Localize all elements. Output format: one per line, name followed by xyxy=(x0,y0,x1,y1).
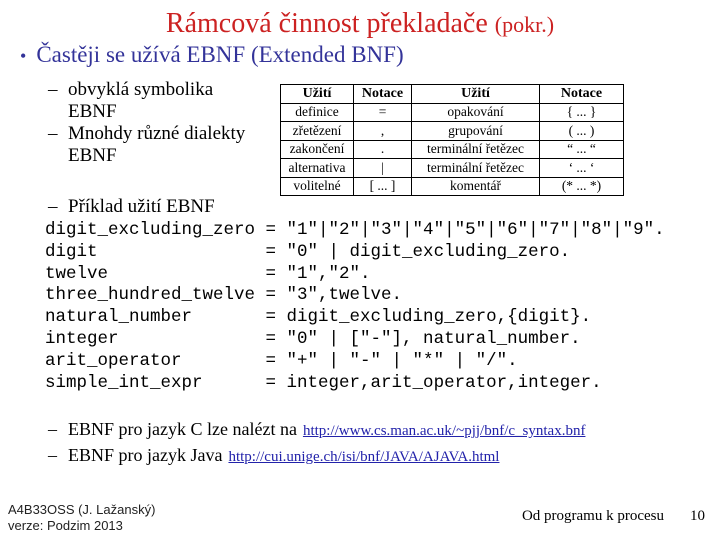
code-line: simple_int_expr = integer,arit_operator,integer. xyxy=(45,372,602,393)
col-header: Užití xyxy=(412,85,540,104)
code-line: natural_number = digit_excluding_zero,{digit}. xyxy=(45,307,592,328)
bullet-icon: • xyxy=(20,46,27,66)
main-bullet-text: Častěji se užívá EBNF (Extended BNF) xyxy=(36,42,404,67)
sub-bullet-text: Mnohdy různé dialekty EBNF xyxy=(68,123,246,166)
dash-icon: – xyxy=(48,123,58,144)
cell-notace: ( ... ) xyxy=(540,122,624,141)
sub-bullet-priklad xyxy=(48,196,448,218)
code-line: integer = "0" | ["-"], natural_number. xyxy=(45,328,581,349)
ebnf-notation-table xyxy=(280,84,624,196)
cell-uziti: zřetězení xyxy=(281,122,354,141)
ebnf-code-block xyxy=(45,220,665,394)
table-row xyxy=(281,122,624,141)
footer-left xyxy=(8,502,155,534)
cell-notace: ‘ ... ‘ xyxy=(540,159,624,178)
code-line: arit_operator = "+" | "-" | "*" | "/". xyxy=(45,350,518,371)
code-line: digit = "0" | digit_excluding_zero. xyxy=(45,241,571,262)
cell-notace: { ... } xyxy=(540,103,624,122)
link-bullet-c xyxy=(48,417,585,443)
code-line: twelve = "1","2". xyxy=(45,263,371,284)
table-header-row xyxy=(281,85,624,104)
col-header: Notace xyxy=(540,85,624,104)
cell-notace: [ ... ] xyxy=(354,177,412,196)
footer-section-title: Od programu k procesu xyxy=(521,508,664,524)
cell-uziti: alternativa xyxy=(281,159,354,178)
footer-right xyxy=(522,508,705,525)
c-syntax-link[interactable]: http://www.cs.man.ac.uk/~pjj/bnf/c_syntax.bnf xyxy=(302,423,586,439)
cell-notace: . xyxy=(354,140,412,159)
link-label: EBNF pro jazyk C lze nalézt na xyxy=(68,419,297,439)
link-bullet-java xyxy=(48,443,499,469)
cell-uziti: volitelné xyxy=(281,177,354,196)
sub-bullet-symbolika xyxy=(48,79,258,123)
java-syntax-link[interactable]: http://cui.unige.ch/isi/bnf/JAVA/AJAVA.html xyxy=(228,449,500,465)
cell-notace: | xyxy=(354,159,412,178)
cell-notace: = xyxy=(354,103,412,122)
code-line: three_hundred_twelve = "3",twelve. xyxy=(45,285,403,306)
cell-uziti: terminální řetězec xyxy=(412,159,540,178)
slide-title xyxy=(0,8,720,40)
footer-version: verze: Podzim 2013 xyxy=(8,518,123,533)
slide-title-suffix: (pokr.) xyxy=(494,12,555,37)
main-bullet xyxy=(20,42,404,68)
footer-course: A4B33OSS (J. Lažanský) xyxy=(8,502,156,517)
sub-bullet-dialekty xyxy=(48,123,258,167)
code-line: digit_excluding_zero = "1"|"2"|"3"|"4"|"5"|"6"|"7"|"8"|"9". xyxy=(45,220,665,240)
table-row xyxy=(281,103,624,122)
col-header: Užití xyxy=(281,85,354,104)
cell-uziti: definice xyxy=(281,103,354,122)
dash-icon: – xyxy=(48,445,57,465)
table-row xyxy=(281,159,624,178)
table-row xyxy=(281,140,624,159)
cell-uziti: komentář xyxy=(412,177,540,196)
dash-icon: – xyxy=(48,196,58,217)
page-number: 10 xyxy=(690,508,705,524)
cell-notace: “ ... “ xyxy=(540,140,624,159)
cell-uziti: zakončení xyxy=(281,140,354,159)
cell-notace: (* ... *) xyxy=(540,177,624,196)
cell-uziti: opakování xyxy=(412,103,540,122)
slide-title-main: Rámcová činnost překladače xyxy=(165,8,495,39)
dash-icon: – xyxy=(48,419,57,439)
sub-bullet-text: Příklad užití EBNF xyxy=(68,196,215,217)
col-header: Notace xyxy=(354,85,412,104)
link-label: EBNF pro jazyk Java xyxy=(68,445,223,465)
dash-icon: – xyxy=(48,79,58,100)
sub-bullet-text: obvyklá symbolika EBNF xyxy=(68,79,214,122)
cell-uziti: grupování xyxy=(412,122,540,141)
table-row xyxy=(281,177,624,196)
cell-notace: , xyxy=(354,122,412,141)
cell-uziti: terminální řetězec xyxy=(412,140,540,159)
